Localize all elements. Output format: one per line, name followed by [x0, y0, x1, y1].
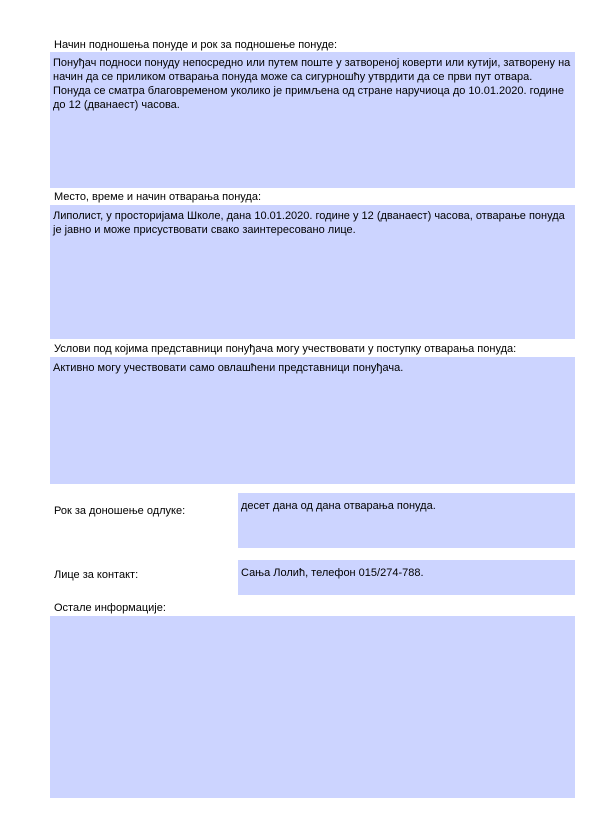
representatives-field[interactable]: Активно могу учествовати само овлашћени представници понуђача. [50, 357, 575, 484]
representatives-label: Услови под којима представници понуђача могу учествовати у поступку отварања понуда: [54, 343, 517, 355]
opening-label: Место, време и начин отварања понуда: [54, 191, 261, 203]
submission-label: Начин подношења понуде и рок за подношење понуде: [54, 39, 338, 51]
other-info-label: Остале информације: [54, 602, 166, 614]
contact-label: Лице за контакт: [54, 569, 139, 581]
decision-deadline-label: Рок за доношење одлуке: [54, 505, 186, 517]
decision-deadline-field[interactable]: десет дана од дана отварања понуда. [238, 493, 575, 548]
contact-field[interactable]: Сања Лолић, телефон 015/274-788. [238, 560, 575, 595]
submission-field[interactable]: Понуђач подноси понуду непосредно или путем поште у затвореној коверти или кутији, затворену на начин да се приликом отварања понуда може са сигурношћу утврдити да се први пут отвара. Понуда се сматра благовременом уколико је примљена од стране наручиоца до 10.01.2020. године до 12 (дванаест) часова. [50, 52, 575, 188]
other-info-field[interactable] [50, 616, 575, 798]
opening-field[interactable]: Липолист, у просторијама Школе, дана 10.01.2020. године у 12 (дванаест) часова, отварање понуда је јавно и може присуствовати свако заинтересовано лице. [50, 205, 575, 339]
